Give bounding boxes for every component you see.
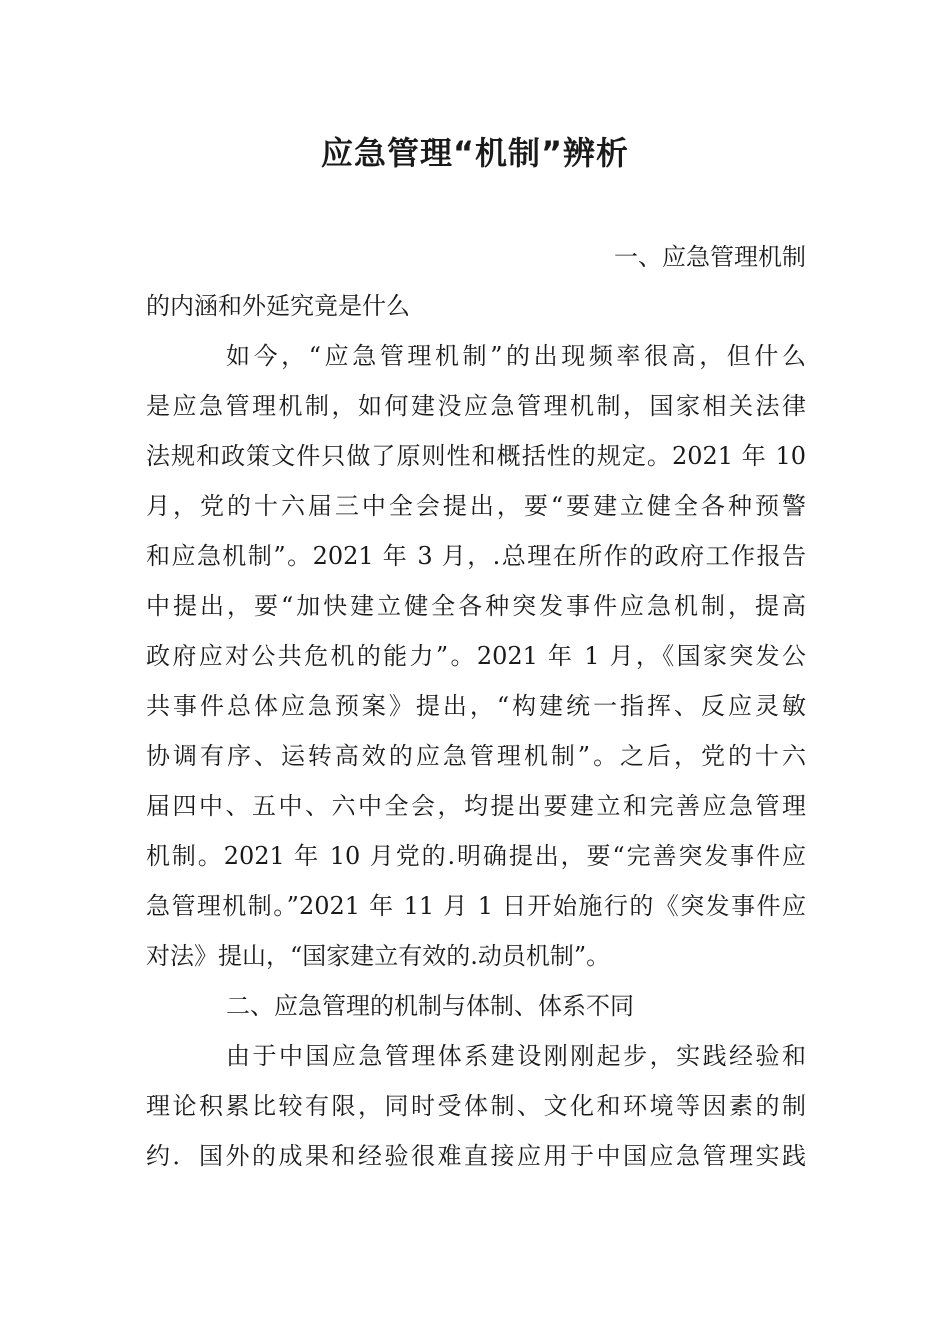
para1-line: 如今，“应急管理机制”的出现频率很高，但什么 [226, 342, 806, 370]
para1-line: 政府应对公共危机的能力”。2021 年 1 月，《国家突发公 [146, 642, 806, 670]
para1-line: 是应急管理机制，如何建没应急管理机制，国家相关法律 [146, 392, 806, 420]
section2-heading: 二、应急管理的机制与体制、体系不同 [226, 992, 634, 1020]
para1-line: 法规和政策文件只做了原则性和概括性的规定。2021 年 10 [146, 442, 806, 470]
para1-line: 和应急机制”。2021 年 3 月，.总理在所作的政府工作报告 [146, 542, 806, 570]
section1-heading-line2: 的内涵和外延究竟是什么 [146, 292, 410, 320]
para2-line: 约．国外的成果和经验很难直接应用于中国应急管理实践 [146, 1142, 806, 1170]
para2-line: 理论积累比较有限，同时受体制、文化和环境等因素的制 [146, 1092, 806, 1120]
section1-heading-line1: 一、应急管理机制 [614, 243, 806, 271]
para1-line: 急管理机制。”2021 年 11 月 1 日开始施行的《突发事件应 [146, 892, 806, 920]
para1-line: 共事件总体应急预案》提出，“构建统一指挥、反应灵敏 [146, 692, 806, 720]
para1-line: 月，党的十六届三中全会提出，要“要建立健全各种预警 [146, 492, 806, 520]
document-title: 应急管理“机制”辨析 [320, 134, 630, 172]
para1-line: 届四中、五中、六中全会，均提出要建立和完善应急管理 [146, 792, 806, 820]
para2-line: 由于中国应急管理体系建设刚刚起步，实践经验和 [226, 1042, 806, 1070]
para1-line: 中提出，要“加快建立健全各种突发事件应急机制，提高 [146, 592, 806, 620]
para1-line: 对法》提山，“国家建立有效的.动员机制”。 [146, 942, 611, 970]
para1-line: 协调有序、运转高效的应急管理机制”。之后，党的十六 [146, 742, 806, 770]
para1-line: 机制。2021 年 10 月党的.明确提出，要“完善突发事件应 [146, 842, 806, 870]
